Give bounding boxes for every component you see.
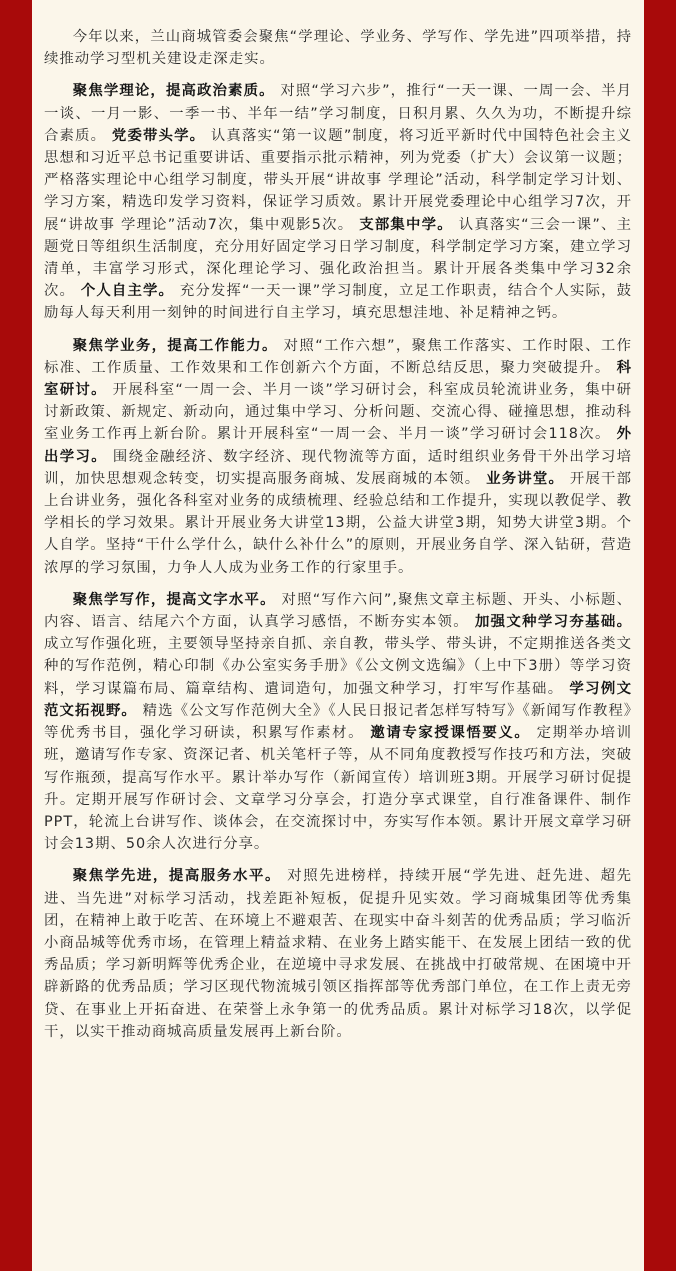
self-study-text: 充分发挥“一天一课”学习制度，立足工作职责，结合个人实际，鼓励每人每天利用一刻钟的时间进行自主学习，填充思想洼地、补足精神之钙。 [44, 283, 632, 322]
branch-study-text: 认真落实“三会一课”、主题党日等组织生活制度，充分用好固定学习日学习制度，科学制定学习方案，建立学习清单，丰富学习形式，深化理论学习、强化政治担当。累计开展各类集中学习32余次。 [44, 216, 633, 300]
expert-lectures-text: 定期举办培训班，邀请写作专家、资深记者、机关笔杆子等，从不同角度教授写作技巧和方法，突破写作瓶颈，提高写作水平。累计举办写作（新闻宣传）培训班3期。开展学习研讨促提升。定期开展写作研讨会、文章学习分享会，打造分享式课堂，自行准备课件、制作PPT，轮流上台讲写作、谈体会，在交流探讨中，夯实写作本领。累计开展文章学习研讨会13期、50余人次进行分享。 [44, 725, 632, 853]
model-texts-text: 精选《公文写作范例大全》《人民日报记者怎样写特写》《新闻写作教程》等优秀书目，强化学习研读，积累写作素材。 [44, 702, 632, 742]
genre-study-text: 成立写作强化班，主要领导坚持亲自抓、亲自教，带头学、带头讲，不定期推送各类文种的写作范例，精心印制《办公室实务手册》《公文例文选编》（上中下3册）等学习资料，学习谋篇布局、篇章结构、遣词造句，加强文种学习，打牢写作基础。 [44, 636, 632, 697]
intro-text: 今年以来，兰山商城管委会聚焦“学理论、学业务、学写作、学先进”四项举措，持续推动学习型机关建设走深走实。 [44, 29, 632, 68]
subheading-self-study: 个人自主学。 [80, 283, 175, 300]
subheading-business-lecture: 业务讲堂。 [486, 470, 565, 487]
theory-section-paragraph [44, 80, 632, 324]
advanced-text: 对照先进榜样，持续开展“学先进、赶先进、超先进、当先进”对标学习活动，找差距补短板，促提升见实效。学习商城集团等优秀集团，在精神上敢于吃苦、在环境上不避艰苦、在现实中奋斗刻苦的优秀品质；学习临沂小商品城等优秀市场，在管理上精益求精、在业务上踏实能干、在发展上团结一致的优秀品质；学习新明辉等优秀企业，在逆境中寻求发展、在挑战中打破常规、在困境中开辟新路的优秀品质；学习区现代物流城引领区指挥部等优秀部门单位，在工作上责无旁贷、在事业上开拓奋进、在荣誉上永争第一的优秀品质。累计对标学习18次，以学促干，以实干推动商城高质量发展再上新台阶。 [44, 868, 632, 1040]
intro-paragraph [44, 26, 632, 70]
party-committee-text: 认真落实“第一议题”制度，将习近平新时代中国特色社会主义思想和习近平总书记重要讲话、重要指示批示精神，列为党委（扩大）会议第一议题；严格落实理论中心组学习制度，带头开展“讲故事 学理论”活动，科学制定学习计划、学习方案，精选印发学习资料，保证学习质效。累计开展党委理论中心组学习7次，开展“讲故事 学理论”活动7次，集中观影5次。 [44, 127, 632, 233]
subheading-dept-seminar: 科室研讨。 [44, 359, 632, 399]
subheading-branch-study: 支部集中学。 [359, 216, 453, 233]
business-intro-text: 对照“工作六想”，聚焦工作落实、工作时限、工作标准、工作质量、工作效果和工作创新六个方面，不断总结反思，聚力突破提升。 [44, 337, 632, 376]
external-study-text: 围绕金融经济、数字经济、现代物流等方面，适时组织业务骨干外出学习培训，加快思想观念转变，切实提高服务商城、发展商城的本领。 [44, 448, 632, 487]
business-lecture-text: 开展干部上台讲业务，强化各科室对业务的成绩梳理、经验总结和工作提升，实现以教促学、教学相长的学习效果。累计开展业务大讲堂13期，公益大讲堂3期，知势大讲堂3期。个人自学。坚持“干什么学什么，缺什么补什么”的原则，开展业务自学、深入钻研，营造浓厚的学习氛围，力争人人成为业务工作的行家里手。 [44, 470, 632, 576]
writing-section-paragraph [44, 589, 632, 855]
section-heading-advanced: 聚焦学先进，提高服务水平。 [72, 868, 281, 885]
writing-intro-text: 对照“写作六问”,聚焦文章主标题、开头、小标题、内容、语言、结尾六个方面，认真学习感悟，不断夯实本领。 [44, 591, 632, 631]
subheading-external-study: 外出学习。 [44, 426, 633, 465]
business-section-paragraph [44, 335, 632, 579]
section-heading-theory: 聚焦学理论，提高政治素质。 [72, 83, 275, 100]
subheading-model-texts: 学习例文范文拓视野。 [44, 680, 632, 719]
article-body [32, 0, 644, 1271]
subheading-party-committee: 党委带头学。 [111, 127, 206, 144]
section-heading-writing: 聚焦学写作，提高文字水平。 [72, 591, 276, 608]
dept-seminar-text: 开展科室“一周一会、半月一谈”学习研讨会，科室成员轮流讲业务，集中研讨新政策、新规定、新动向，通过集中学习、分析问题、交流心得、碰撞思想，推动科室业务工作再上新台阶。累计开展科室“一周一会、半月一谈”学习研讨会118次。 [44, 382, 632, 443]
theory-intro-text: 对照“学习六步”，推行“一天一课、一周一会、半月一谈、一月一影、一季一书、半年一结”学习制度，日积月累、久久为功，不断提升综合素质。 [44, 83, 632, 144]
subheading-expert-lectures: 邀请专家授课悟要义。 [370, 725, 531, 742]
section-heading-business: 聚焦学业务，提高工作能力。 [72, 337, 278, 354]
subheading-genre-study: 加强文种学习夯基础。 [474, 614, 632, 631]
advanced-section-paragraph [44, 865, 632, 1043]
